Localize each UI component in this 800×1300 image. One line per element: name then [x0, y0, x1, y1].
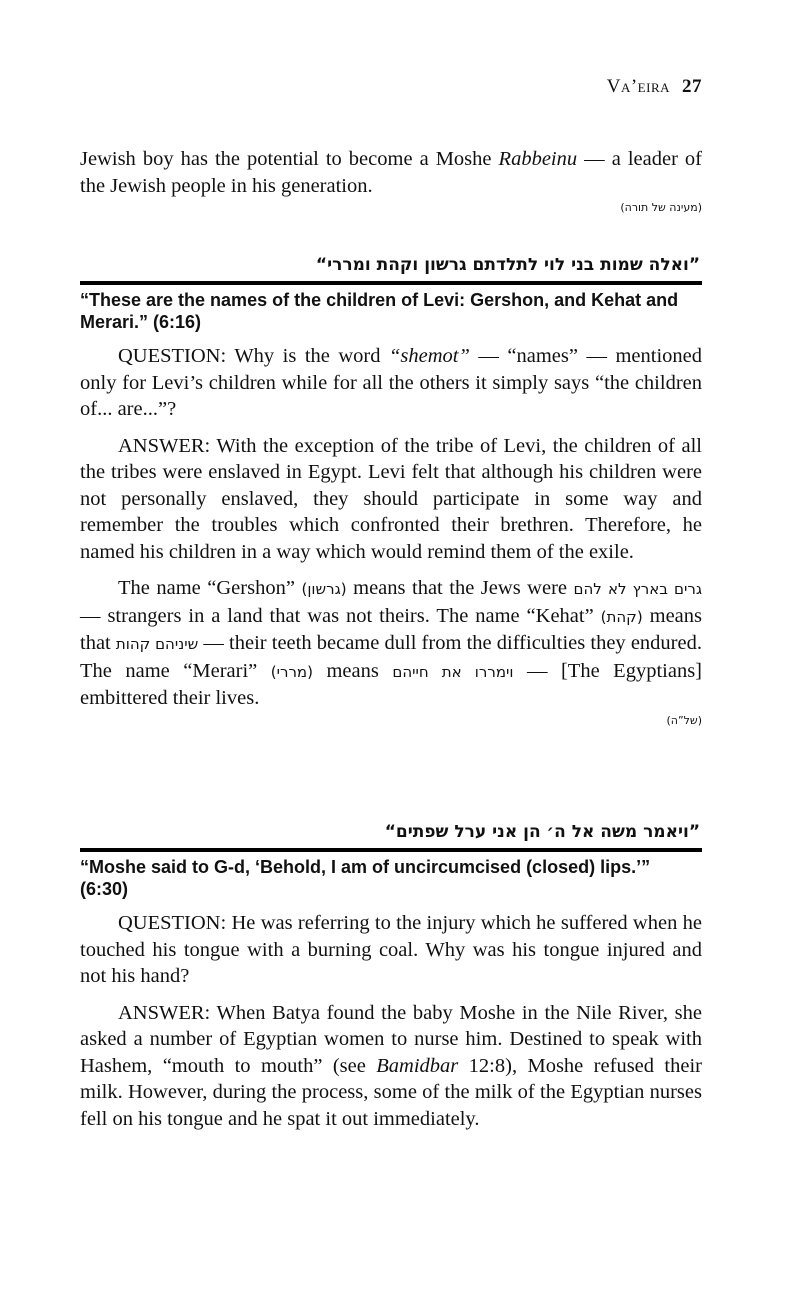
source-citation: (של”ה): [666, 713, 702, 727]
section-rule: [80, 848, 702, 852]
names-paragraph: The name “Gershon” (גרשון) means that the Jews were גרים בארץ לא להם — strangers in a land that was not theirs. The name “Kehat” (קהת) means that שיניהם קהות — their teeth became dull from the difficulties they endured. The name “Merari” (מררי) means וימררו את חייהם — [The Egyptians] embittered their lives.: [80, 577, 703, 709]
question-paragraph: QUESTION: Why is the word “shemot” — “names” — mentioned only for Levi’s children while for all the others it simply says “the children of... are...”?: [80, 345, 703, 420]
intro-paragraph: Jewish boy has the potential to become a Moshe Rabbeinu — a leader of the Jewish people in his generation.: [80, 148, 702, 197]
intro-block: [80, 146, 702, 214]
answer-paragraph: ANSWER: When Batya found the baby Moshe in the Nile River, she asked a number of Egyptian women to nurse him. Destined to speak with Hashem, “mouth to mouth” (see Bamidbar 12:8), Moshe refused their milk. However, during the process, some of the milk of the Egyptian nurses fell on his tongue and he spat it out immediately.: [80, 1001, 702, 1130]
verse-translation: “Moshe said to G-d, ‘Behold, I am of uncircumcised (closed) lips.’” (6:30): [80, 857, 651, 899]
page-number: 27: [682, 76, 702, 97]
question-paragraph: QUESTION: He was referring to the injury which he suffered when he touched his tongue with a burning coal. Why was his tongue injured and not his hand?: [80, 912, 702, 987]
section-rule: [80, 281, 702, 285]
hebrew-heading: ”ואלה שמות בני לוי לתלדתם גרשון וקהת ומררי“: [315, 255, 700, 275]
section-levi: [80, 255, 702, 727]
running-head: [607, 76, 702, 98]
verse-translation: “These are the names of the children of Levi: Gershon, and Kehat and Merari.” (6:16): [80, 290, 679, 332]
hebrew-heading: ”ויאמר משה אל ה׳ הן אני ערל שפתים“: [384, 822, 700, 842]
source-citation: (מעינה של תורה): [620, 201, 702, 214]
answer-paragraph: ANSWER: With the exception of the tribe of Levi, the children of all the tribes were enslaved in Egypt. Levi felt that although his children were not personally enslaved, they should participate in some way and remember the troubles which confronted their brethren. Therefore, he named his children in a way which would remind them of the exile.: [80, 434, 702, 563]
chapter-title: Va’eira: [606, 76, 670, 97]
section-moshe: [80, 822, 702, 1132]
